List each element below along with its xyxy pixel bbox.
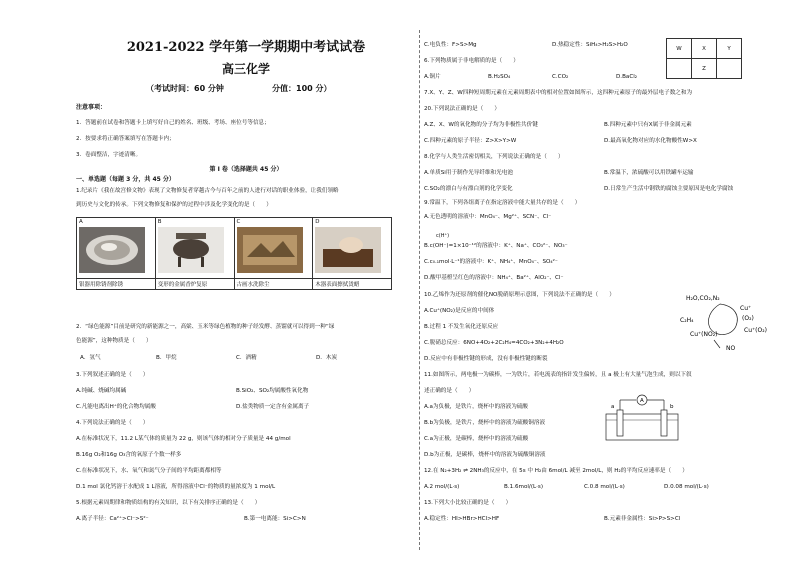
question-line: 6.下列物质属于非电解质的是（ ） <box>424 58 519 64</box>
question-line: 13.下列大小比较正确的是（ ） <box>424 500 512 506</box>
answer-option: C.a为正极，是碳棒，烧杯中的溶液为硫酸 <box>424 436 529 442</box>
answer-option: A．氢气 <box>80 355 101 361</box>
answer-option: D.最高氧化物对应的水化物酸性W>X <box>604 138 697 144</box>
mol-label-cu-o2: Cu⁺(O₂) <box>744 327 767 334</box>
element-cell <box>667 59 692 79</box>
answer-option: B.第一电离能：Si>C>N <box>244 516 306 522</box>
answer-option: C.0.8 mol/(L·s) <box>584 484 625 490</box>
option-label: A <box>79 219 83 225</box>
answer-option: D.日常生产生活中钢铁的腐蚀主要原因是电化学腐蚀 <box>604 186 734 192</box>
answer-option: A.离子半径：Ca²⁺>Cl⁻>S²⁻ <box>76 516 149 522</box>
question-line: 4.下列说法正确的是（ ） <box>76 420 149 426</box>
answer-option: B.16g O₂和16g O₃含的氧原子个数一样多 <box>76 452 182 458</box>
answer-option: A.纯碱、烧碱均属碱 <box>76 388 127 394</box>
answer-option: A.稳定性：HI>HBr>HCl>HF <box>424 516 500 522</box>
answer-option: C.凡能电离出H⁺的化合物均属酸 <box>76 404 156 410</box>
question-line: 9.常温下，下列各组离子在指定溶液中能大量共存的是（ ） <box>424 200 581 206</box>
ammeter-label: A <box>640 398 644 404</box>
column-divider <box>419 30 420 550</box>
answer-option: A.2 mol/(L·s) <box>424 484 460 490</box>
question-line: 5.根据元素周期律和物质结构的有关知识，以下有关排序正确的是（ ） <box>76 500 261 506</box>
answer-option: D.0.08 mol/(L·s) <box>664 484 709 490</box>
electrode-a-label: a <box>611 404 615 410</box>
answer-option: A.Cu⁺(NO₂)是反应的中间体 <box>424 308 495 314</box>
answer-option: B.1.6mol/(L·s) <box>504 484 543 490</box>
option-caption: 银器用除锈剂除锈 <box>77 279 156 290</box>
answer-option: A.a为负极，是铁片，烧杯中的溶液为硫酸 <box>424 404 529 410</box>
note-item: 3．卷面整洁，字迹清晰。 <box>76 152 142 158</box>
answer-option: C.SO₂的漂白与有漂白剂的化学变化 <box>424 186 513 192</box>
answer-option: A.Z、X、W的氧化物的分子均为非极性共价键 <box>424 122 538 128</box>
answer-option: A.铜片 <box>424 74 441 80</box>
answer-option: D．木炭 <box>316 355 338 361</box>
question-line: 述正确的是（ ） <box>424 388 475 394</box>
exam-subject: 高三化学 <box>221 62 270 76</box>
question-line: 12.在 N₂+3H₂ ⇌ 2NH₃的反应中，在 5s 中 H₂由 6mol/L 减至 2mol/L，则 H₂的平均反应速率是（ ） <box>424 468 688 474</box>
answer-option: C.四种元素的原子半径：Z>X>Y>W <box>424 138 517 144</box>
mol-label-o2: (O₂) <box>742 315 754 322</box>
answer-option: D.反应中有非极性键的形成，没有非极性键的断裂 <box>424 356 548 362</box>
question-line: 7.X、Y、Z、W四种短周期元素在元素周期表中的相对位置如图所示，这四种元素原子的最外层电子数之和为 <box>424 90 693 96</box>
option-label: C <box>236 219 241 225</box>
option-caption: 古画水洗除尘 <box>234 279 313 290</box>
answer-option: C.CO₂ <box>552 74 569 80</box>
question-line: 色能源”，这种物质是（ ） <box>76 338 152 344</box>
element-cell <box>717 59 742 79</box>
element-cell: Z <box>692 59 717 79</box>
answer-option: B.元素非金属性：Si>P>S>Cl <box>604 516 681 522</box>
answer-option: B.过程 1 不发生氧化还原反应 <box>424 324 499 330</box>
question-line: 1.纪录片《我在故宫修文物》表现了文物修复者穿越古今与百年之前的人进行对话的职业体验，让我们领略 <box>76 188 339 194</box>
silverware-image <box>79 227 145 273</box>
answer-option: A.单质Si用于制作光导纤维和光电池 <box>424 170 513 176</box>
question-line: 11.如图所示，两电极一为碳棒，一为铁片，若电流表的指针发生偏转，且 a 极上有大量气泡生成，则以下叙 <box>424 372 692 378</box>
option-c-cell <box>234 218 313 279</box>
answer-option: C．酒精 <box>236 355 257 361</box>
answer-option: B.四种元素中只有X属于非金属元素 <box>604 122 692 128</box>
option-caption: 木器表面擦拭烫蜡 <box>313 279 392 290</box>
notes-heading: 注意事项： <box>76 104 107 111</box>
question-line: 3.下列叙述正确的是（ ） <box>76 372 149 378</box>
answer-option: A.无色透明的溶液中：MnO₄⁻、Mg²⁺、SCN⁻、Cl⁻ <box>424 214 552 220</box>
answer-option: B.c(OH⁻)=1×10⁻¹²的溶液中：K⁺、Na⁺、CO₃²⁻、NO₃⁻ <box>424 243 568 249</box>
answer-option: D.BaCl₂ <box>616 74 638 80</box>
answer-option: C.c₀.₁mol·L⁻¹的溶液中：K⁺、NH₄⁺、MnO₄⁻、SO₄²⁻ <box>424 259 558 265</box>
answer-option: B.H₂SO₄ <box>488 74 511 80</box>
periodic-table-fragment <box>666 38 742 79</box>
question-line: 20.下列说法正确的是（ ） <box>424 106 501 112</box>
answer-option: D.b为正极，是碳棒，烧杯中的溶液为硫酸铜溶液 <box>424 452 546 458</box>
answer-option: A.在标准状况下，11.2 L某气体的质量为 22 g，则该气体的相对分子质量是 44 g/mol <box>76 436 291 442</box>
answer-option: D.酸甲基橙呈红色的溶液中：NH₄⁺、Ba²⁺、AlO₂⁻、Cl⁻ <box>424 275 564 281</box>
mol-label-products: H₂O,CO₂,N₂ <box>686 295 720 302</box>
option-a-cell <box>77 218 156 279</box>
note-item: 1．答题前在试卷和答题卡上填写好自己的姓名、班级、考场、座位号等信息； <box>76 120 270 126</box>
painting-washing-image <box>237 227 303 273</box>
question-line: 10.乙烯作为还原剂的催化NO脱硝原理示意图，下列说法不正确的是（ ） <box>424 292 615 298</box>
note-item: 2．按要求将正确答案填写在答题卡内； <box>76 136 175 142</box>
incense-burner-image <box>158 227 224 273</box>
exam-score: 分值：100 分） <box>272 84 332 93</box>
option-label: D <box>315 219 320 225</box>
element-cell: W <box>667 39 692 59</box>
no-arrow <box>714 340 720 348</box>
option-b-cell <box>155 218 234 279</box>
question-line: 8.化学与人类生活密切相关，下列说法正确的是（ ） <box>424 154 564 160</box>
exam-title: 2021-2022 学年第一学期期中考试试卷 <box>126 40 366 55</box>
answer-option: D.盐类物质一定含有金属离子 <box>236 404 310 410</box>
option-caption: 变形的金属香炉复原 <box>155 279 234 290</box>
element-cell: Y <box>717 39 742 59</box>
answer-option: C.脱硝总反应：6NO+4O₂+2C₂H₄=4CO₂+3N₂+4H₂O <box>424 340 564 346</box>
option-label: B <box>157 219 162 225</box>
answer-option: B.常温下，浓硫酸可以用铁罐车运输 <box>604 170 694 176</box>
element-cell: X <box>692 39 717 59</box>
question-line: 2．“绿色能源”目前是研究的新能源之一，高粱、玉米等绿色植物的种子经发酵、蒸馏就可以得到一种“绿 <box>76 324 335 330</box>
relic-image-table <box>76 217 392 290</box>
answer-option: C.在标准状况下，水、氧气和氮气分子间的平均距离都相等 <box>76 468 222 474</box>
mol-label-cu: Cu⁺ <box>740 305 752 312</box>
answer-option: B．甲烷 <box>156 355 177 361</box>
answer-option: D.1 mol 氯化钙溶于水配成 1 L溶液，所得溶液中Cl⁻的物质的量浓度为 1 mol/L <box>76 484 276 490</box>
right-column <box>424 0 774 562</box>
cycle-arrow <box>708 304 737 335</box>
electrode-a <box>617 410 623 436</box>
exam-time: （考试时间：60 分钟 <box>146 84 224 93</box>
answer-option: B.b为负极，是铁片，烧杯中的溶液为硫酸铜溶液 <box>424 420 546 426</box>
mol-label-c2h4: C₂H₄ <box>680 317 694 324</box>
answer-option: C.电负性：F>S>Mg <box>424 42 477 48</box>
option-d-cell <box>313 218 392 279</box>
electrode-b <box>661 410 667 436</box>
answer-option: B.SiO₂、SO₂均属酸性氧化物 <box>236 388 309 394</box>
question-line: 到历史与文化的传承。下列文物修复和保护的过程中涉及化学变化的是（ ） <box>76 202 272 208</box>
left-column <box>76 0 416 562</box>
catalysis-mechanism-diagram <box>680 292 780 354</box>
section-heading: 一、单选题（每题 3 分，共 45 分） <box>76 176 175 183</box>
galvanic-cell-diagram <box>598 394 688 444</box>
part1-heading: 第 I 卷（选择题共 45 分） <box>209 166 283 173</box>
fraction-numerator: c(H⁺) <box>436 233 450 239</box>
electrode-b-label: b <box>670 404 674 410</box>
answer-option: D.热稳定性：SiH₄>H₂S>H₂O <box>552 42 628 48</box>
wood-waxing-image <box>315 227 381 273</box>
mol-label-cu-no2: Cu⁺(NO₂) <box>690 331 718 338</box>
mol-label-no: NO <box>726 345 736 352</box>
